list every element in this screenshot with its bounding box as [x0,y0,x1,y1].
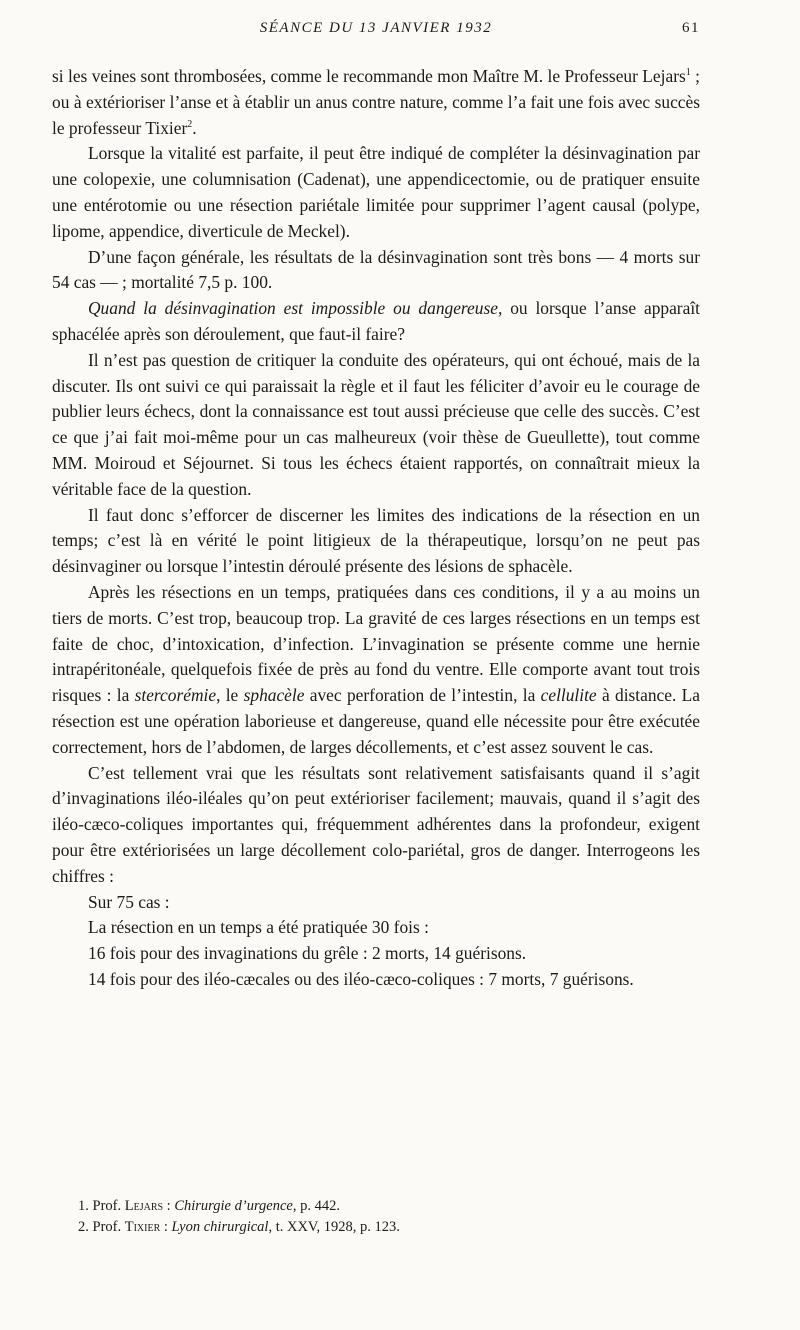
italic-text: stercorémie [134,685,217,706]
running-header [52,20,700,46]
paragraph: La résection en un temps a été pratiquée 30 fois : [88,917,429,938]
footnote-ref: 2 [187,118,193,130]
footnote-author: Lejars [124,1198,164,1214]
footnote-rest: , t. XXV, 1928, p. 123. [268,1219,400,1235]
paragraph: Sur 75 cas : [88,891,170,912]
text: avec perforation de l’intestin, la [304,685,541,706]
footnote-work: Chirurgie d’urgence [174,1198,293,1214]
paragraph [52,64,700,141]
text: ou lorsque l’anse apparaît sphacélée après son déroulement, que faut-il faire? [52,298,700,344]
footnote-prefix: Prof. [92,1219,122,1235]
text: si les veines sont thrombosées, comme le recommande mon Maître M. le Professeur Lejars [52,66,686,86]
page-number: 61 [682,20,700,36]
paragraph: Il faut donc s’efforcer de discerner les limites des indications de la résection en un temps; c’est là en vérité le point litigieux de la thérapeutique, lorsqu’on ne peut pas désinvaginer ou lorsque l’intestin déroulé présente des lésions de sphacèle. [52,504,700,577]
italic-text: cellulite [540,685,597,706]
paragraph: 16 fois pour des invaginations du grêle : 2 morts, 14 guérisons. [88,943,527,964]
text: , le [216,685,244,706]
text: Après les résections en un temps, pratiquées dans ces conditions, il y a au moins un tiers de morts. C’est trop, beaucoup trop. La gravité de ces larges résections en un temps est faite de choc, d’intoxication, d’infection. L’invagination se présente comme une hernie intrapéritonéale, quelquefois fixée de près au fond du ventre. Elle comporte avant tout trois risques : la [52,581,700,706]
footnote-number: 2. [78,1219,89,1235]
paragraph: D’une façon générale, les résultats de la désinvagination sont très bons — 4 morts sur 54 cas — ; mortalité 7,5 p. 100. [52,246,700,293]
header-title: SÉANCE DU 13 JANVIER 1932 [259,20,493,36]
italic-text: Quand la désinvagination est impossible ou dangereuse, [88,298,503,319]
footnote-rest: , p. 442. [292,1198,340,1214]
footnote-author: Tixier [124,1219,161,1235]
paragraph: Lorsque la vitalité est parfaite, il peut être indiqué de compléter la désinvagination par une colopexie, une columnisation (Cadenat), une appendicectomie, ou de pratiquer ensuite une entérotomie ou une résection pariétale limitée pour supprimer l’agent causal (polype, lipome, appendice, diverticule de Meckel). [52,143,700,241]
italic-text: sphacèle [243,685,305,706]
footnote-sep: : [163,1198,175,1214]
footnote-work: Lyon chirurgical [171,1219,269,1235]
footnote [78,1196,698,1217]
paragraph [52,296,700,348]
footnote-ref: 1 [685,67,691,79]
footnotes [78,1196,698,1238]
footnote-number: 1. [78,1198,89,1214]
text: . [192,117,197,138]
paragraph [52,580,700,761]
text: à distance. La résection est une opération laborieuse et dangereuse, quand elle nécessite pour être exécutée correctement, hors de l’abdomen, de larges décollements, et c’est assez souvent le cas. [52,685,700,757]
footnote-prefix: Prof. [92,1198,122,1214]
paragraph: Il n’est pas question de critiquer la conduite des opérateurs, qui ont échoué, mais de la discuter. Ils ont suivi ce qui paraissait la règle et il faut les féliciter d’avoir eu le courage de publier leurs échecs, dont la connaissance est tout aussi précieuse que celle des succès. C’est ce que j’ai fait moi-même pour un cas malheureux (voir thèse de Gueullette), tout comme MM. Moiroud et Séjournet. Si tous les échecs étaient rapportés, on connaîtrait mieux la véritable face de la question. [52,349,700,499]
footnote-sep: : [160,1219,172,1235]
footnote [78,1217,698,1238]
paragraph: 14 fois pour des iléo-cæcales ou des iléo-cæco-coliques : 7 morts, 7 guérisons. [88,968,634,989]
text: ; ou à extérioriser l’anse et à établir un anus contre nature, comme l’a fait une fois avec succès le professeur Tixier [52,66,700,138]
body-text [52,64,700,993]
paragraph: C’est tellement vrai que les résultats sont relativement satisfaisants quand il s’agit d’invaginations iléo-iléales qu’on peut extérioriser facilement; mauvais, quand il s’agit des iléo-cæco-coliques importantes qui, fréquemment adhérentes dans la profondeur, exigent pour être extériorisées un large décollement colo-pariétal, gros de danger. Interrogeons les chiffres : [52,762,700,886]
